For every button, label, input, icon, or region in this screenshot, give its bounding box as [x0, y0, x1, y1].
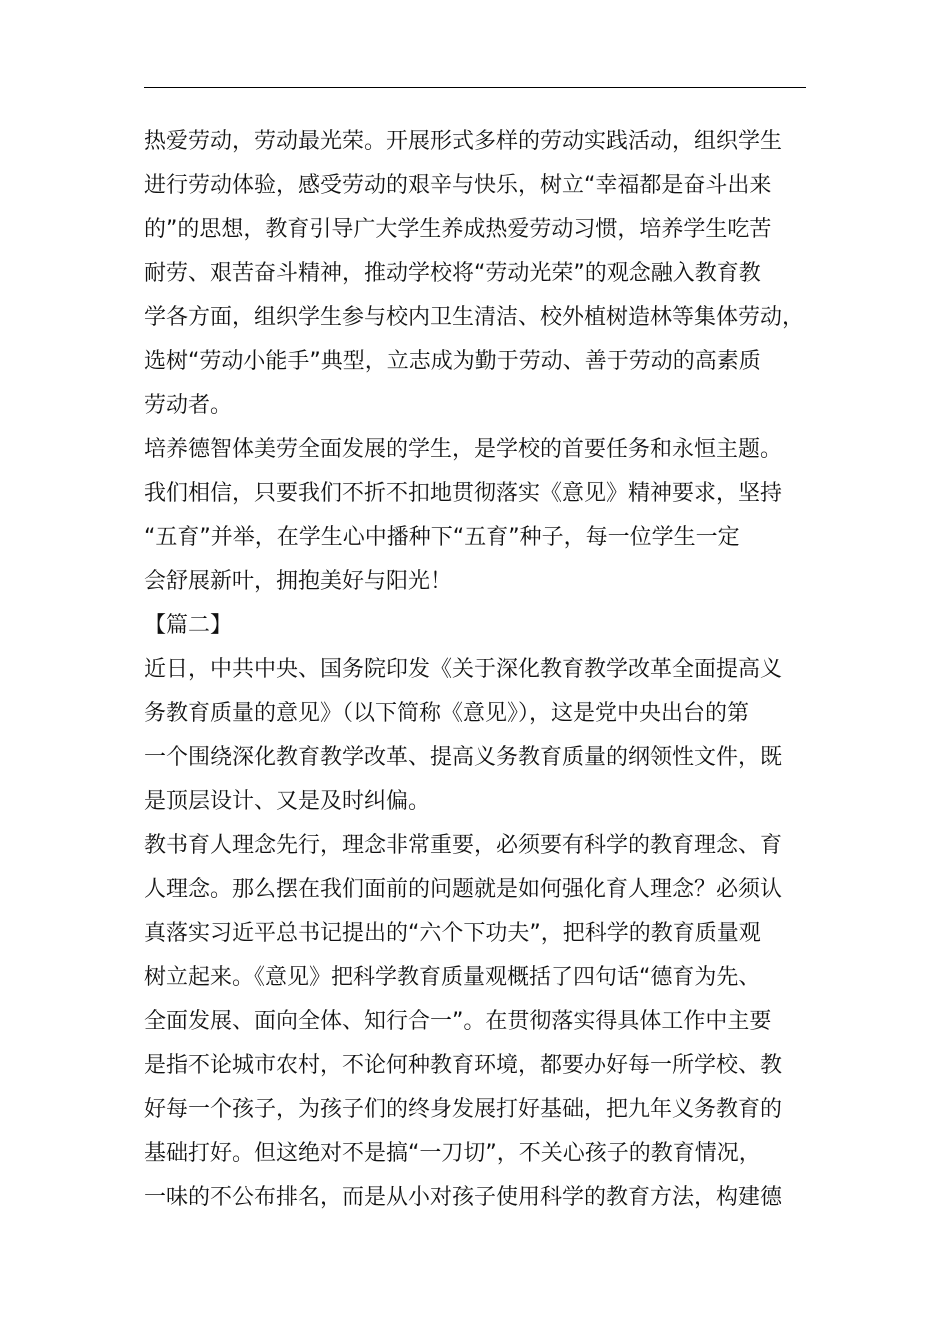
text-line: 全面发展、面向全体、知行合一”。在贯彻落实得具体工作中主要 [144, 1009, 772, 1034]
text-line: 一个围绕深化教育教学改革、提高义务教育质量的纲领性文件，既 [144, 745, 783, 770]
text-line: 真落实习近平总书记提出的“六个下功夫”，把科学的教育质量观 [144, 921, 761, 946]
text-line: 教书育人理念先行，理念非常重要，必须要有科学的教育理念、育 [144, 833, 783, 858]
section-heading: 【篇二】 [144, 613, 233, 638]
text-line: 近日，中共中央、国务院印发《关于深化教育教学改革全面提高义 [144, 657, 783, 682]
text-line: 劳动者。 [144, 393, 233, 418]
text-line: “五育”并举，在学生心中播种下“五育”种子，每一位学生一定 [144, 525, 740, 550]
text-line: 我们相信，只要我们不折不扣地贯彻落实《意见》精神要求，坚持 [144, 481, 783, 506]
text-line: 人理念。那么摆在我们面前的问题就是如何强化育人理念？必须认 [144, 877, 783, 902]
text-line: 基础打好。但这绝对不是搞“一刀切”，不关心孩子的教育情况， [144, 1141, 761, 1166]
text-line: 热爱劳动，劳动最光荣。开展形式多样的劳动实践活动，组织学生 [144, 129, 783, 154]
text-line: 学各方面，组织学生参与校内卫生清洁、校外植树造林等集体劳动， [144, 305, 805, 330]
text-line: 务教育质量的意见》（以下简称《意见》），这是党中央出台的第 [144, 701, 750, 726]
header-rule [144, 87, 806, 88]
document-body [144, 120, 810, 1220]
text-line: 是指不论城市农村，不论何种教育环境，都要办好每一所学校、教 [144, 1053, 783, 1078]
text-line: 好每一个孩子，为孩子们的终身发展打好基础，把九年义务教育的 [144, 1097, 783, 1122]
text-line: 会舒展新叶，拥抱美好与阳光！ [144, 569, 453, 594]
text-line: 树立起来。《意见》把科学教育质量观概括了四句话“德育为先、 [144, 965, 761, 990]
text-line: 是顶层设计、又是及时纠偏。 [144, 789, 431, 814]
text-line: 耐劳、艰苦奋斗精神，推动学校将“劳动光荣”的观念融入教育教 [144, 261, 761, 286]
text-line: 培养德智体美劳全面发展的学生，是学校的首要任务和永恒主题。 [144, 437, 783, 462]
text-line: 选树“劳动小能手”典型，立志成为勤于劳动、善于劳动的高素质 [144, 349, 761, 374]
text-line: 一味的不公布排名，而是从小对孩子使用科学的教育方法，构建德 [144, 1185, 783, 1210]
text-line: 的”的思想，教育引导广大学生养成热爱劳动习惯，培养学生吃苦 [144, 217, 772, 242]
text-line: 进行劳动体验，感受劳动的艰辛与快乐，树立“幸福都是奋斗出来 [144, 173, 772, 198]
